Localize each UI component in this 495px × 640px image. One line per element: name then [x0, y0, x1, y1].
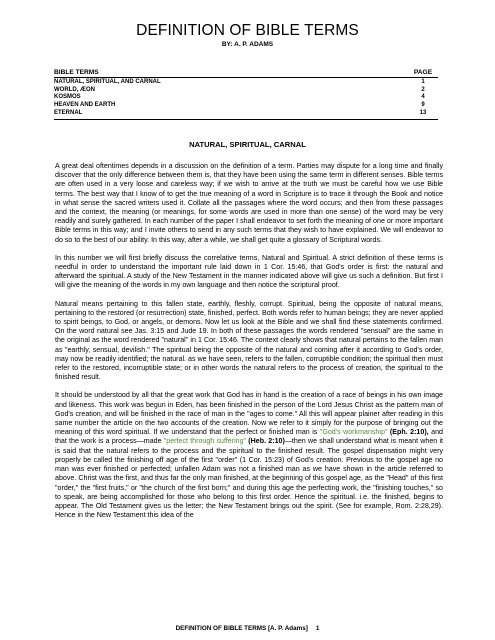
scripture-reference: (Eph. 2:10),	[387, 428, 429, 437]
scripture-reference: (Heb. 2:10)	[246, 437, 285, 446]
toc-term: ETERNAL	[54, 109, 83, 116]
paragraph-text: and that the work is a process—made	[55, 428, 443, 446]
toc-page: 4	[421, 94, 425, 101]
toc-row	[54, 94, 438, 102]
toc-term: NATURAL, SPIRITUAL, AND CARNAL	[54, 79, 161, 85]
author-byline: BY: A. P. ADAMS	[221, 41, 274, 48]
paragraph-creation-work	[55, 391, 443, 520]
toc-page: 13	[419, 109, 427, 116]
article-body	[55, 162, 443, 529]
paragraph-text: —then we shall understand what is meant when it is said that the natural refers to the process and the spiritual to the finished result. The gospel dispensation might very properly be called the finishing off age of the first "order" (1 Cor. 15:23) of God's creation. Previous to the gospel age no man was ever finished or perfected; unfallen Adam was not a finished man as we have shown in the article referred to above. Christ was the first, and thus far the only man finished, at the beginning of this gospel age, as the "Head" of this first "order," the "first fruits," or "the church of the first born;" and during this age the perfecting work, the "finishing touches," so to speak, are being accomplished for those who belong to this first order. Hence the spiritual. i.e. the finished, begins to appear. The Old Testament gives us the letter; the New Testament brings out the spirit. (See for example, Rom. 2:28,29). Hence in the New Testament this idea of the	[55, 437, 443, 520]
toc-row	[54, 102, 438, 110]
toc-row	[54, 87, 438, 95]
toc-page: 2	[421, 86, 425, 93]
toc-row	[54, 79, 438, 87]
paragraph-correlative-terms: In this number we will first briefly discuss the correlative terms, Natural and Spiritual. A strict definition of these terms is needful in order to understand the important rule laid down in 1 Cor. 15:46, that God's order is first: the natural and afterward the spiritual. A study of the New Testament in the manner indicated above will give us such a definition. But first I will give the meaning of the words in my own language and then notice the scriptural proof.	[55, 253, 443, 290]
paragraph-intro: A great deal oftentimes depends in a discussion on the definition of a term. Parties may dispute for a long time and finally discover that the only difference between them is, that they have been using the same term in different senses. Bible terms are often used in a very loose and careless way; if we wish to arrive at the truth we must be careful how we use Bible terms. The best way that I know of to get the true meaning of a word in Scripture is to trace it through the Book and notice in what sense the sacred writers used it. Collate all the passages where the word occurs; and then from these passages and the context, the meaning (or meanings, for some words are used in more than one sense) of the word may be very readily and surely gathered. In each number of the paper I shall endeavor to set forth the meaning of one or more important Bible terms in this way; and I invite others to send in any such terms that they wish to have explained. We will endeavor to do so to the best of our ability. In this way, after a while, we shall get quite a glossary of Scriptural words.	[55, 162, 443, 244]
toc-divider	[54, 119, 438, 120]
toc-row	[54, 110, 438, 118]
page-footer	[0, 625, 495, 632]
document-title: DEFINITION OF BIBLE TERMS	[136, 22, 359, 39]
toc-header	[54, 69, 438, 78]
paragraph-text: It should be understood by all that the great work that God has in hand is the creation of a race of beings in his own image and likeness. This work was begun in Eden, has been finished in the person of the Lord Jesus Christ as the pattern man of God's creation, and will be finished in the race of man in the "ages to come." All this will appear plainer after reading in this same number the article on the two accounts of the creation. Now we refer to it simply for the purpose of bringing out the meaning of this word spiritual. If we understand that the perfect or finished man is	[55, 391, 443, 437]
toc-term: WORLD, ÆON	[54, 86, 95, 93]
toc-page: 9	[421, 102, 425, 109]
footer-title: DEFINITION OF BIBLE TERMS [A. P. Adams]	[175, 625, 308, 632]
toc-terms-column-header: BIBLE TERMS	[54, 69, 99, 76]
paragraph-natural-meaning: Natural means pertaining to this fallen state, earthly, fleshly, corrupt. Spiritual, being the opposite of natural means, pertaining to the restored (or resurrection) state, finished, perfect. Both words refer to human beings; they are never applied to spirit beings, to God, or angels, or demons. Now let us look at the Bible and we shall find these statements confirmed. On the word natural see Jas. 3:15 and Jude 19. In both of these passages the words rendered "sensual" are the same in the original as the word rendered "natural" in 1 Cor. 15:46. The context clearly shows that natural pertains to the fallen man as "earthly, sensual, devilish." The spiritual being the opposite of the natural and coming after it according to God's order, may now be readily identified; the natural. as we have seen, refers to the fallen, corruptible condition; the spiritual then must refer to the restored, incorruptible state; or in other words the natural refers to the process of creation, the spiritual to the finished result.	[55, 299, 443, 382]
toc-page-column-header: PAGE	[413, 69, 433, 76]
quote-perfect-through-suffering: "perfect through suffering"	[163, 437, 247, 446]
quote-gods-workmanship: "God's workmanship"	[319, 428, 388, 437]
toc-term: KOSMOS	[54, 94, 81, 101]
page-number: 1	[315, 625, 320, 632]
toc-page: 1	[421, 79, 425, 85]
section-heading: NATURAL, SPIRITUAL, CARNAL	[189, 140, 306, 149]
toc-term: HEAVEN AND EARTH	[54, 102, 116, 109]
table-of-contents	[54, 69, 438, 120]
